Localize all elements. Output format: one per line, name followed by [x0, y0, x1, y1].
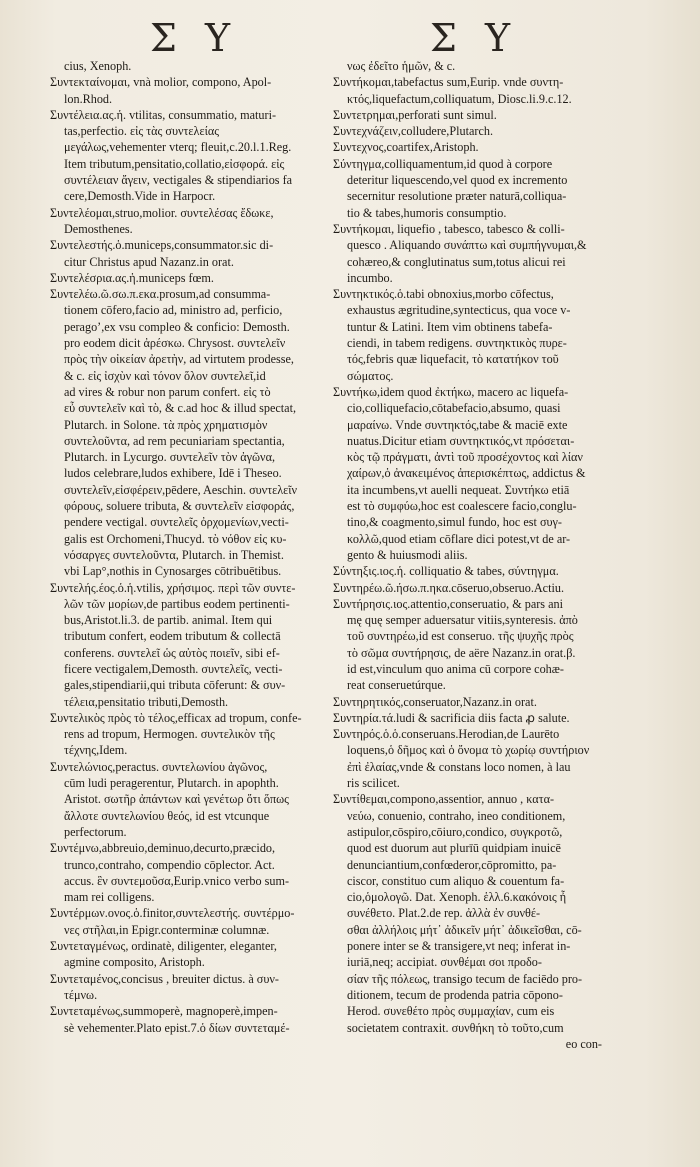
entry-line: tionem cōfero,facio ad, ministro ad, perficio, — [64, 303, 283, 318]
entry-line: Συντηρός.ὁ.ὁ.conseruans.Herodian,de Laurēto — [333, 727, 560, 742]
entry-line: mam rei colligens. — [64, 890, 155, 905]
entry-line: κτός,liquefactum,colliquatum, Diosc.li.9.c.12. — [347, 91, 572, 106]
entry-line: Συντεταμένως,summoperè, magnoperè,impen- — [50, 1004, 278, 1019]
entry-line: Συντεχνάζειν,colludere,Plutarch. — [333, 124, 494, 139]
entry-line: Συντετρημαι,perforati sunt simul. — [333, 107, 497, 122]
entry-line: ἄλλοτε συντελωνίου θεός, id est vtcunque — [64, 808, 270, 823]
entry-line: νως ἐδεῖτο ἡμῶν, & c. — [347, 59, 456, 73]
entry-line: ludos celebrare,ludos exhibere, Idē i Theseo. — [64, 466, 282, 481]
entry-line: σθαι ἀλλήλοις μήτ᾽ ἀδικεῖν μήτ᾽ ἀδικεῖσθαι, cō- — [347, 922, 582, 937]
entry-line: σώματος. — [347, 368, 394, 383]
entry-line: ad vires & robur non parum confert. εἰς τὸ — [64, 384, 271, 399]
entry-line: Συντελέσρια.ας.ἡ.municeps fœm. — [50, 270, 214, 285]
entry-line: perfectorum. — [64, 824, 127, 839]
entry-line: Συντέμνω,abbreuio,deminuo,decurto,præcido, — [50, 841, 276, 856]
entry-line: Συντεταγμένως, ordinatè, diligenter, eleganter, — [50, 939, 277, 954]
entry-line: & c. εἰς ἰσχὺν καὶ τόνον ὅλον συντελεῖ,id — [64, 368, 266, 383]
entry-line: φόρους, soluere tributa, & συντελεῖν εἰσφοράς, — [64, 499, 295, 514]
entry-line: Συντέλεια.ας.ἡ. vtilitas, consummatio, maturi- — [50, 107, 277, 122]
entry-line: λῶν τῶν μορίων,de partibus eodem pertinenti- — [64, 596, 290, 611]
entry-line: τός,febris quæ liquefacit, τὸ κατατήκον τοῦ — [347, 352, 559, 367]
entry-line: Σύντηξις.ιος.ἡ. colliquatio & tabes, σύντηγμα. — [333, 564, 559, 579]
entry-line: ficere vectigalem,Demosth. συντελεῖς, vecti- — [64, 661, 283, 676]
entry-line: μαραίνω. Vnde συντηκτός,tabe & maciē exte — [347, 417, 568, 432]
entry-line: Συντεχνος,coartifex,Aristoph. — [333, 140, 479, 155]
entry-line: deteritur liquescendo,vel quod ex incremento — [347, 173, 568, 188]
entry-line: Συντελής.έος.ὁ.ἡ.vtilis, χρήσιμος. περὶ τῶν συντε- — [50, 580, 296, 595]
entry-line: Συντηρητικός,conseruator,Nazanz.in orat. — [333, 694, 537, 709]
entry-line: denunciantium,confœderor,cōpromitto, pa- — [347, 857, 557, 872]
entry-line: ita incumbens,vt auelli nequeat. Συντήκω etiā — [347, 482, 570, 497]
entry-line: tuntur & Latini. Item vim obtinens tabefa- — [347, 319, 553, 334]
entry-line: cūm ludi peragerentur, Plutarch. in apophth. — [64, 776, 279, 791]
entry-line: lon.Rhod. — [64, 91, 113, 106]
entry-line: gales,stipendiarii,qui tributa cōferunt: & συν- — [64, 678, 286, 693]
entry-line: cere,Demosth.Vide in Harpocr. — [64, 189, 216, 204]
entry-line: Item tributum,pensitatio,collatio,εἰσφορά. εἰς — [64, 156, 285, 171]
entry-line: gento & huiusmodi aliis. — [347, 547, 468, 562]
entry-line: τὸ σῶμα συντήρησις, de aëre Nazanz.in orat.β. — [347, 645, 576, 660]
entry-line: Συντελέομαι,struo,molior. συντελέσας ἔδωκε, — [50, 205, 274, 220]
entry-line: Συντηρία.τά.ludi & sacrificia diis facta ꝓ salute. — [333, 710, 570, 725]
entry-line: Plutarch. in Lycurgo. συντελεῖν τὸν ἀγῶνα, — [64, 450, 276, 465]
entry-line: νες στῆλαι,in Epigr.conterminæ columnæ. — [64, 922, 270, 937]
entry-line: τοῦ συντηρέω,id est conseruo. τῆς ψυχῆς πρὸς — [347, 629, 574, 644]
entry-line: τέμνω. — [64, 987, 98, 1002]
entry-line: est τὸ συμφύω,hoc est coalescere facio,conglu- — [347, 499, 577, 514]
entry-line: Συντέρμων.ονος.ὁ.finitor,συντελεστής. συντέρμο- — [50, 906, 295, 921]
entry-line: κὸς τῷ πράγματι, ἀντὶ τοῦ προσέχοντος καὶ λίαν — [347, 450, 583, 465]
entry-line: Σύντηγμα,colliquamentum,id quod à corpore — [333, 156, 553, 171]
entry-line: accus. ἓν συντεμοῦσα,Eurip.vnico verbo sum- — [64, 873, 290, 888]
entry-line: cio,colliquefacio,cōtabefacio,absumo, quasi — [347, 401, 561, 416]
entry-line: Συντεταμένος,concisus , breuiter dictus. à συν- — [50, 971, 279, 986]
entry-line: πρὸς τὴν οἰκείαν ἀρετὴν, ad virtutem prodesse, — [64, 352, 294, 367]
entry-line: sè vehementer.Plato epist.7.ὁ δίων συντεταμέ- — [64, 1020, 290, 1035]
entry-line: exhaustus ægritudine,syntecticus, qua voce v- — [347, 303, 571, 318]
entry-line: Συντήρησις.ιος.attentio,conseruatio, & pars ani — [333, 596, 563, 611]
entry-line: Συντήκω,idem quod ἐκτήκω, macero ac liquefa- — [333, 384, 569, 399]
entry-line: incumbo. — [347, 270, 393, 285]
entry-line: agmine composito, Aristoph. — [64, 955, 205, 970]
entry-line: eo con- — [565, 1036, 602, 1051]
entry-line: secernitur resolutione præter naturā,colliqua- — [347, 189, 567, 204]
entry-line: Συντήκομαι, liquefio , tabesco, tabesco & colli- — [333, 221, 565, 236]
entry-line: νεύω, conuenio, contraho, ineo conditionem, — [347, 808, 566, 823]
entry-line: galis est Orchomeni,Thucyd. τὸ νόθον εἰς κυ- — [64, 531, 287, 546]
entry-line: συντελεῖν,εἰσφέρειν,pēdere, Aeschin. συντελεῖν — [64, 482, 298, 497]
entry-line: pro eodem dicit ἀρέσκω. Chrysost. συντελεῖν — [64, 336, 286, 351]
entry-line: quod est duorum aut plurīū quidpiam inuicē — [347, 841, 561, 856]
entry-line: ciendi, in tabem redigens. συντηκτικὸς πυρε- — [347, 336, 567, 351]
entry-line: κολλῶ,quod etiam cōflare dici potest,vt de ar- — [347, 531, 571, 546]
entry-line: cio,ὁμολογῶ. Dat. Xenoph. ἑλλ.6.κακόνοις ἦ — [347, 890, 567, 905]
header-right-letters: Σ Υ — [430, 16, 519, 60]
entry-line: conferens. συντελεῖ ὡς αὐτὸς ποιεῖν, sibi ef- — [64, 645, 280, 660]
entry-line: astipulor,cōspiro,cōiuro,condico, συγκροτῶ, — [347, 824, 563, 839]
entry-line: tino,& coagmento,simul fundo, hoc est συγ- — [347, 515, 562, 530]
entry-line: Συντήκομαι,tabefactus sum,Eurip. vnde συντη- — [333, 75, 564, 90]
entry-line: τέλεια,pensitatio tributi,Demosth. — [64, 694, 229, 709]
entry-line: peragoʼ,ex vsu compleo & conficio: Demosth. — [64, 319, 290, 334]
entry-line: Συντελέω.ῶ.σω.π.εκα.prosum,ad consumma- — [50, 287, 271, 302]
entry-line: συντελοῦντα, ad rem pecuniariam spectantia, — [64, 433, 285, 448]
entry-line: εὖ συντελεῖν καὶ τὸ, & c.ad hoc & illud spectat, — [64, 401, 297, 416]
entry-line: ciscor, constituo cum aliquo & couentum fa- — [347, 873, 565, 888]
entry-line: cohæreo,& conglutinatus sum,totus alicui rei — [347, 254, 566, 269]
entry-line: χαίρων,ὁ ἀνακειμένος ἀπερισκέπτως, addictus & — [347, 466, 586, 481]
entry-line: συνέθετο. Plat.2.de rep. ἀλλὰ ἐν συνθέ- — [347, 906, 541, 921]
entry-line: iuriā,neq; accipiat. συνθέμαι σοι προδο- — [347, 955, 542, 970]
entry-line: Demosthenes. — [64, 221, 133, 236]
entry-line: ditionem, tecum de prodenda patria cōpono- — [347, 987, 563, 1002]
left-column — [50, 58, 325, 1036]
entry-line: Συντηκτικός.ὁ.tabi obnoxius,morbo cōfectus, — [333, 287, 554, 302]
entry-line: rens ad tropum, Hermogen. συντελικὸν τῆς — [64, 727, 275, 742]
entry-line: Aristot. σωτῆρ ἀπάντων καὶ γενέτωρ ὅτι ὅπως — [64, 792, 289, 807]
entry-line: συντέλειαν ἄγειν, vectigales & stipendiarios fa — [64, 173, 293, 188]
entry-line: σίαν τῆς πόλεως, transigo tecum de faciēdo pro- — [347, 971, 583, 986]
entry-line: trunco,contraho, compendio cōplector. Act. — [64, 857, 275, 872]
entry-line: Συντηρέω.ῶ.ήσω.π.ηκα.cōseruo,obseruo.Actiu. — [333, 580, 565, 595]
entry-line: tio & tabes,humoris consumptio. — [347, 205, 507, 220]
entry-line: tas,perfectio. εἰς τὰς συντελείας — [64, 124, 220, 139]
entry-line: νόσαργες συντελοῦντα, Plutarch. in Themist. — [64, 547, 284, 562]
entry-line: vbi Lap°,nothis in Cynosarges cōtribuētibus. — [64, 564, 282, 579]
entry-line: ἐπὶ ἐλαίας,vnde & constans loco nomen, à lau — [347, 759, 571, 774]
entry-line: bus,Aristot.li.3. de partib. animal. Item qui — [64, 613, 273, 628]
entry-line: citur Christus apud Nazanz.in orat. — [64, 254, 234, 269]
entry-line: Herod. συνεθέτο πρὸς συμμαχίαν, cum eis — [347, 1004, 555, 1019]
entry-line: Συντεκταίνομαι, vnà molior, compono, Apol- — [50, 75, 272, 90]
entry-line: loquens,ὁ δῆμος καὶ ὁ ὄνομα τὸ χωρίῳ συντήριον — [347, 743, 590, 758]
entry-line: pendere vectigal. συντελεῖς ὀρχομενίων,vecti- — [64, 515, 289, 530]
entry-line: cius, Xenoph. — [64, 59, 132, 73]
entry-line: Συντίθεμαι,compono,assentior, annuo , κατα- — [333, 792, 555, 807]
entry-line: mę quę semper aduersatur vitiis,synteresis. ἀπὸ — [347, 613, 578, 628]
entry-line: Plutarch. in Solone. τὰ πρὸς χρηματισμὸν — [64, 417, 268, 432]
entry-line: societatem contraxit. συνθήκη τὸ τοῦτο,cum — [347, 1020, 564, 1035]
entry-line: ris scilicet. — [347, 776, 400, 791]
entry-line: Συντελεστής.ὁ.municeps,consummator.sic di- — [50, 238, 274, 253]
right-column — [333, 58, 608, 1052]
running-header — [0, 18, 700, 58]
entry-line: id est,vinculum quo anima cū corpore cohæ- — [347, 661, 564, 676]
entry-line: μεγάλως,vehementer vterq; fleuit,c.20.l.1.Reg. — [64, 140, 292, 155]
entry-line: nuatus.Dicitur etiam συντηκτικός,vt πρόσεται- — [347, 433, 575, 448]
entry-line: τέχνης,Idem. — [64, 743, 128, 758]
entry-line: Συντελικὸς πρὸς τὸ τέλος,efficax ad tropum, confe- — [50, 710, 302, 725]
entry-line: ponere inter se & transigere,vt neq; inferat in- — [347, 939, 571, 954]
header-left-letters: Σ Υ — [150, 16, 239, 60]
entry-line: Συντελώνιος,peractus. συντελωνίου ἀγῶνος, — [50, 759, 268, 774]
entry-line: quesco . Aliquando συνάπτω καὶ συμπήγνυμαι,& — [347, 238, 587, 253]
entry-line: tributum confert, eodem tributum & collectā — [64, 629, 281, 644]
entry-line: reat conseruetúrque. — [347, 678, 446, 693]
